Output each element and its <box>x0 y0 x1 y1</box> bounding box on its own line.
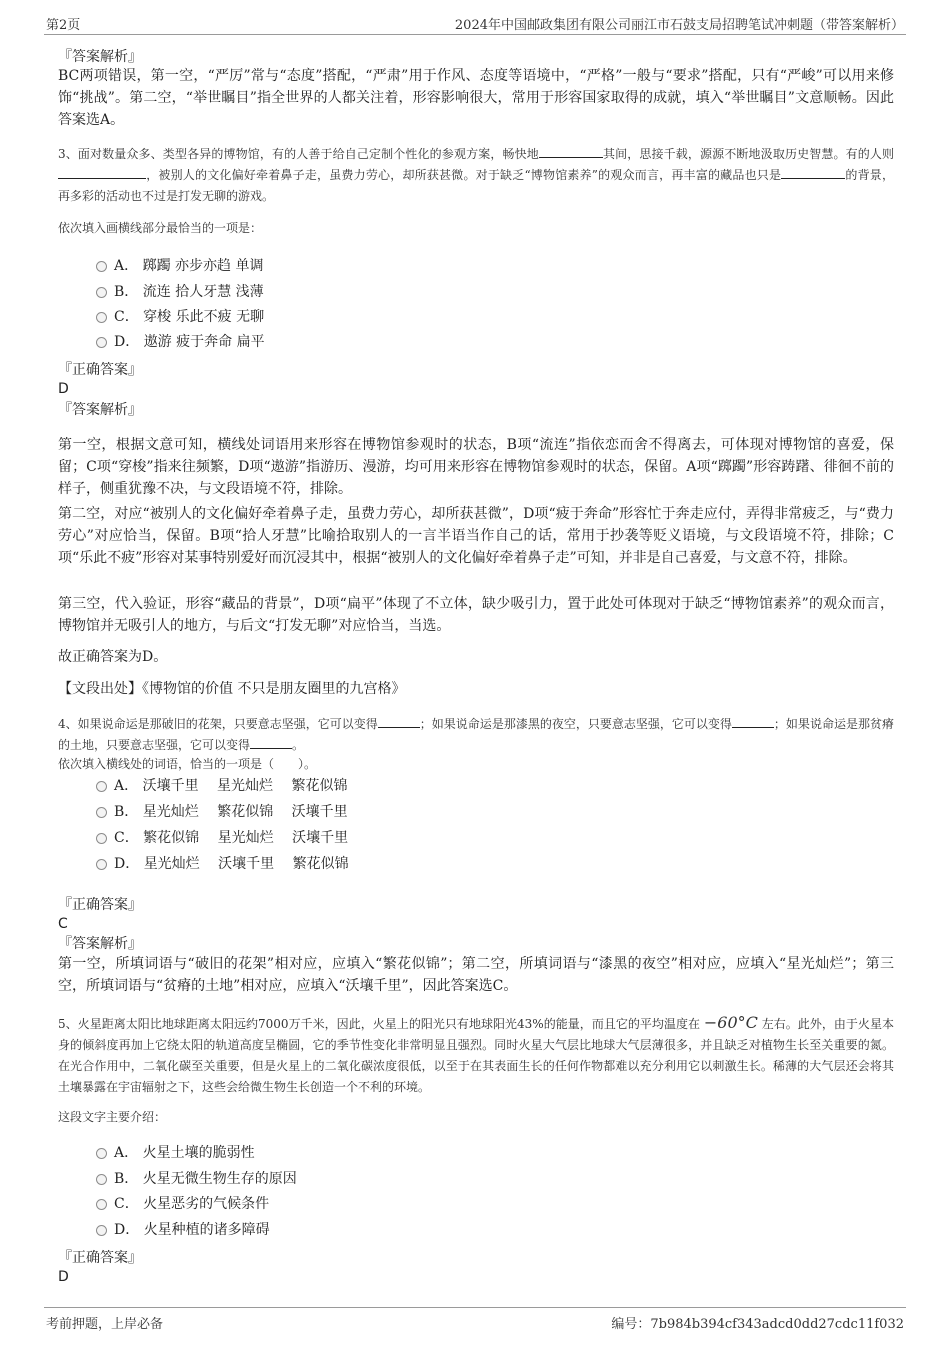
q4-analysis-text: 第一空，所填词语与“破旧的花架”相对应，应填入“繁花似锦”；第二空，所填词语与“漆黑的夜空”相对应，应填入“星光灿烂”；第三空，所填词语与“贫瘠的土地”相对应，应填入“沃壤千里”，因此答案选C。 <box>58 956 894 994</box>
q3-correct-label: 『正确答案』 <box>58 362 142 378</box>
q3-blank-1 <box>539 144 603 158</box>
q3-stem <box>58 144 894 207</box>
q5-correct-label: 『正确答案』 <box>58 1250 142 1266</box>
q4-blank-1 <box>378 714 420 728</box>
document-id: 编号：7b984b394cf343adcd0dd27cdc11f032 <box>611 1317 904 1332</box>
q3-analysis-label: 『答案解析』 <box>58 402 142 418</box>
radio-icon[interactable] <box>96 1199 107 1210</box>
q3-stem-part4: 的背景，再多彩的活动也不过是打发无聊的游戏。 <box>58 168 894 203</box>
q3-analysis-para1: 第一空，根据文意可知，横线处词语用来形容在博物馆参观时的状态，B项“流连”指依恋而舍不得离去，可体现对博物馆的喜爱，保留；C项“穿梭”指来往频繁，D项“遨游”指游历、漫游，均可用来形容在博物馆参观时的状态，保留。A项“踯躅”形容踌躇、徘徊不前的样子，侧重犹豫不决，与文段语境不符，排除。 <box>58 437 894 497</box>
radio-icon[interactable] <box>96 287 107 298</box>
q4-blank-3 <box>250 735 292 749</box>
q4-analysis-label: 『答案解析』 <box>58 936 142 952</box>
radio-icon[interactable] <box>96 337 107 348</box>
radio-icon[interactable] <box>96 859 107 870</box>
page-number: 第2页 <box>46 18 81 33</box>
q4-blank-2 <box>732 714 774 728</box>
q3-blank-3 <box>781 165 845 179</box>
q5-prompt: 这段文字主要介绍： <box>58 1110 167 1124</box>
q5-correct-answer: D <box>58 1269 69 1285</box>
q3-analysis-para2: 第二空，对应“被别人的文化偏好牵着鼻子走，虽费力劳心，却所获甚微”，D项“疲于奔命”形容忙于奔走应付，弄得非常疲乏，与“费力劳心”对应恰当，保留。B项“拾人牙慧”比喻拾取别人的一言半语当作自己的话，常用于抄袭等贬义语境，与文段语境不符，排除；C项“乐此不疲”形容对某事特别爱好而沉浸其中，根据“被别人的文化偏好牵着鼻子走”可知，并非是自己喜爱，与文意不符，排除。 <box>58 506 894 566</box>
q4-correct-answer: C <box>58 916 68 932</box>
radio-icon[interactable] <box>96 781 107 792</box>
q4-prompt: 依次填入横线处的词语，恰当的一项是（ ）。 <box>58 757 317 771</box>
q3-prompt: 依次填入画横线部分最恰当的一项是： <box>58 221 263 235</box>
q2-analysis-text: BC两项错误，第一空，“严厉”常与“态度”搭配，“严肃”用于作风、态度等语境中，“严格”一般与“要求”搭配，只有“严峻”可以用来修饰“挑战”。第二空，“举世瞩目”指全世界的人都关注着，形容影响很大，常用于形容国家取得的成就，填入“举世瞩目”文意顺畅。因此答案选A。 <box>58 68 894 128</box>
q4-correct-label: 『正确答案』 <box>58 897 142 913</box>
q3-blank-2 <box>58 165 146 179</box>
q3-stem-part2: 其间，思接千载，源源不断地汲取历史智慧。有的人则 <box>602 147 894 161</box>
radio-icon[interactable] <box>96 261 107 272</box>
q3-stem-part1: 3、面对数量众多、类型各异的博物馆，有的人善于给自己定制个性化的参观方案，畅快地 <box>58 147 539 161</box>
q3-source: 【文段出处】《博物馆的价值 不只是朋友圈里的九宫格》 <box>58 681 406 697</box>
radio-icon[interactable] <box>96 1174 107 1185</box>
q3-analysis-para4: 故正确答案为D。 <box>58 649 168 665</box>
q5-stem: 5、火星距离太阳比地球距离太阳远约7000万千米，因此，火星上的阳光只有地球阳光43%的能量，而且它的平均温度在 −60°C 左右。此外，由于火星本身的倾斜度再加上它绕太阳的轨道高度呈椭圆，它的季节性变化非常明显且强烈。同时火星大气层比地球大气层薄很多，并且缺乏对植物生长至关重要的氮。在光合作用中，二氧化碳至关重要，但是火星上的二氧化碳浓度很低，以至于在其表面生长的任何作物都难以充分利用它以刺激生长。稀薄的大气层还会将其土壤暴露在宇宙辐射之下，这些会给微生物生长创造一个不利的环境。 <box>58 1013 894 1094</box>
radio-icon[interactable] <box>96 1225 107 1236</box>
q3-stem-part3: ，被别人的文化偏好牵着鼻子走，虽费力劳心，却所获甚微。对于缺乏“博物馆素养”的观众而言，再丰富的藏品也只是 <box>146 168 782 182</box>
footer-slogan: 考前押题，上岸必备 <box>46 1317 164 1332</box>
q3-correct-answer: D <box>58 381 69 397</box>
q4-stem: 4、如果说命运是那破旧的花架，只要意志坚强，它可以变得 ；如果说命运是那漆黑的夜空，只要意志坚强，它可以变得 ；如果说命运是那贫瘠的土地，只要意志坚强，它可以变得 。 <box>58 714 894 756</box>
radio-icon[interactable] <box>96 312 107 323</box>
page-header <box>44 12 906 35</box>
radio-icon[interactable] <box>96 807 107 818</box>
radio-icon[interactable] <box>96 1148 107 1159</box>
q5-temperature: −60°C <box>703 1013 758 1032</box>
page-footer <box>44 1307 906 1338</box>
q2-analysis-label: 『答案解析』 <box>58 49 142 65</box>
q3-analysis-para3: 第三空，代入验证，形容“藏品的背景”，D项“扁平”体现了不立体，缺少吸引力，置于此处可体现对于缺乏“博物馆素养”的观众而言，博物馆并无吸引人的地方，与后文“打发无聊”对应恰当，当选。 <box>58 596 894 634</box>
document-title: 2024年中国邮政集团有限公司丽江市石鼓支局招聘笔试冲刺题（带答案解析） <box>454 18 904 33</box>
radio-icon[interactable] <box>96 833 107 844</box>
